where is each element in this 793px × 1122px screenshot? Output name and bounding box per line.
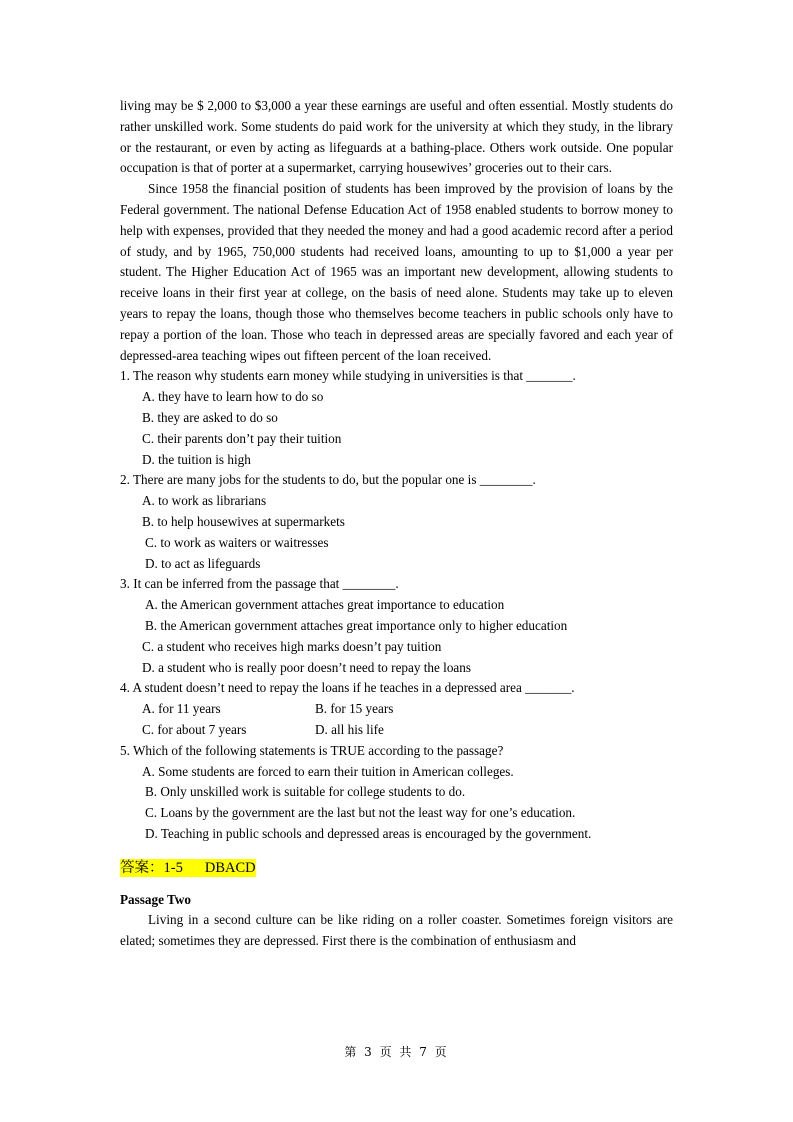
- option-d: D. Teaching in public schools and depressed areas is encouraged by the government.: [145, 825, 592, 841]
- option-a: A. Some students are forced to earn their tuition in American colleges.: [142, 763, 514, 779]
- option-a: A. they have to learn how to do so: [142, 389, 324, 405]
- question-2: [120, 470, 673, 574]
- option-d: D. the tuition is high: [142, 451, 251, 467]
- option-d: D. a student who is really poor doesn’t need to repay the loans: [142, 659, 471, 675]
- option-d: D. to act as lifeguards: [145, 555, 261, 571]
- answer-key: [120, 856, 673, 880]
- option-b: B. the American government attaches great importance only to higher education: [145, 617, 568, 633]
- option-c: C. for about 7 years: [142, 721, 247, 737]
- question-stem: 4. A student doesn’t need to repay the loans if he teaches in a depressed area _______.: [120, 680, 575, 696]
- question-stem: 5. Which of the following statements is TRUE according to the passage?: [120, 742, 504, 758]
- passage-two-title: Passage Two: [120, 891, 191, 907]
- passage-two-text: Living in a second culture can be like riding on a roller coaster. Sometimes foreign visitors are elated; sometimes they are depressed. First there is the combination of enthusiasm and: [120, 912, 673, 949]
- question-4: [120, 678, 673, 740]
- answer-highlight: [120, 859, 256, 877]
- option-b: B. to help housewives at supermarkets: [142, 513, 345, 529]
- page-content: [120, 96, 673, 952]
- paragraph-loans: Since 1958 the financial position of students has been improved by the provision of loans by the Federal government. The national Defense Education Act of 1958 enabled students to borrow money to help with expenses, provided that they needed the money and had a good academic record after a period of study, and by 1965, 750,000 students had received loans, amounting to up to $1,000 a year per student. The Higher Education Act of 1965 was an important new development, allowing students to receive loans in their first year at college, on the basis of need alone. Students may take up to eleven years to repay the loans, though those who themselves become teachers in public schools only have to repay a portion of the loan. Those who teach in depressed areas are specially favored and each year of depressed-area teaching wipes out fifteen percent of the loan received.: [120, 181, 673, 363]
- page-footer: 第 3 页 共 7 页: [344, 1045, 449, 1059]
- question-1: [120, 366, 673, 470]
- option-c: C. a student who receives high marks doesn’t pay tuition: [142, 638, 442, 654]
- question-stem: 1. The reason why students earn money while studying in universities is that _______.: [120, 368, 576, 384]
- question-3: [120, 574, 673, 678]
- question-stem: 2. There are many jobs for the students to do, but the popular one is ________.: [120, 472, 536, 488]
- question-5: [120, 741, 673, 845]
- option-row-ab: [120, 699, 673, 720]
- option-a: A. the American government attaches great importance to education: [145, 597, 505, 613]
- answer-label: 答案：1-5: [120, 859, 183, 876]
- option-c: C. their parents don’t pay their tuition: [142, 430, 342, 446]
- option-c: C. Loans by the government are the last but not the least way for one’s education.: [145, 805, 576, 821]
- question-stem: 3. It can be inferred from the passage that ________.: [120, 576, 399, 592]
- option-a: A. for 11 years: [142, 701, 221, 717]
- paragraph-continued: living may be $ 2,000 to $3,000 a year these earnings are useful and often essential. Mostly students do rather unskilled work. Some students do paid work for the university at which they study, in the library or the restaurant, or even by acting as lifeguards at a bathing-place. Others work outside. One popular occupation is that of porter at a supermarket, carrying housewives’ groceries out to their cars.: [120, 98, 673, 176]
- option-b: B. for 15 years: [315, 701, 394, 717]
- option-row-cd: [120, 720, 673, 741]
- answer-codes: DBACD: [204, 859, 256, 876]
- option-a: A. to work as librarians: [142, 493, 267, 509]
- option-c: C. to work as waiters or waitresses: [145, 534, 329, 550]
- option-d: D. all his life: [315, 721, 384, 737]
- option-b: B. they are asked to do so: [142, 409, 278, 425]
- option-b: B. Only unskilled work is suitable for college students to do.: [145, 784, 466, 800]
